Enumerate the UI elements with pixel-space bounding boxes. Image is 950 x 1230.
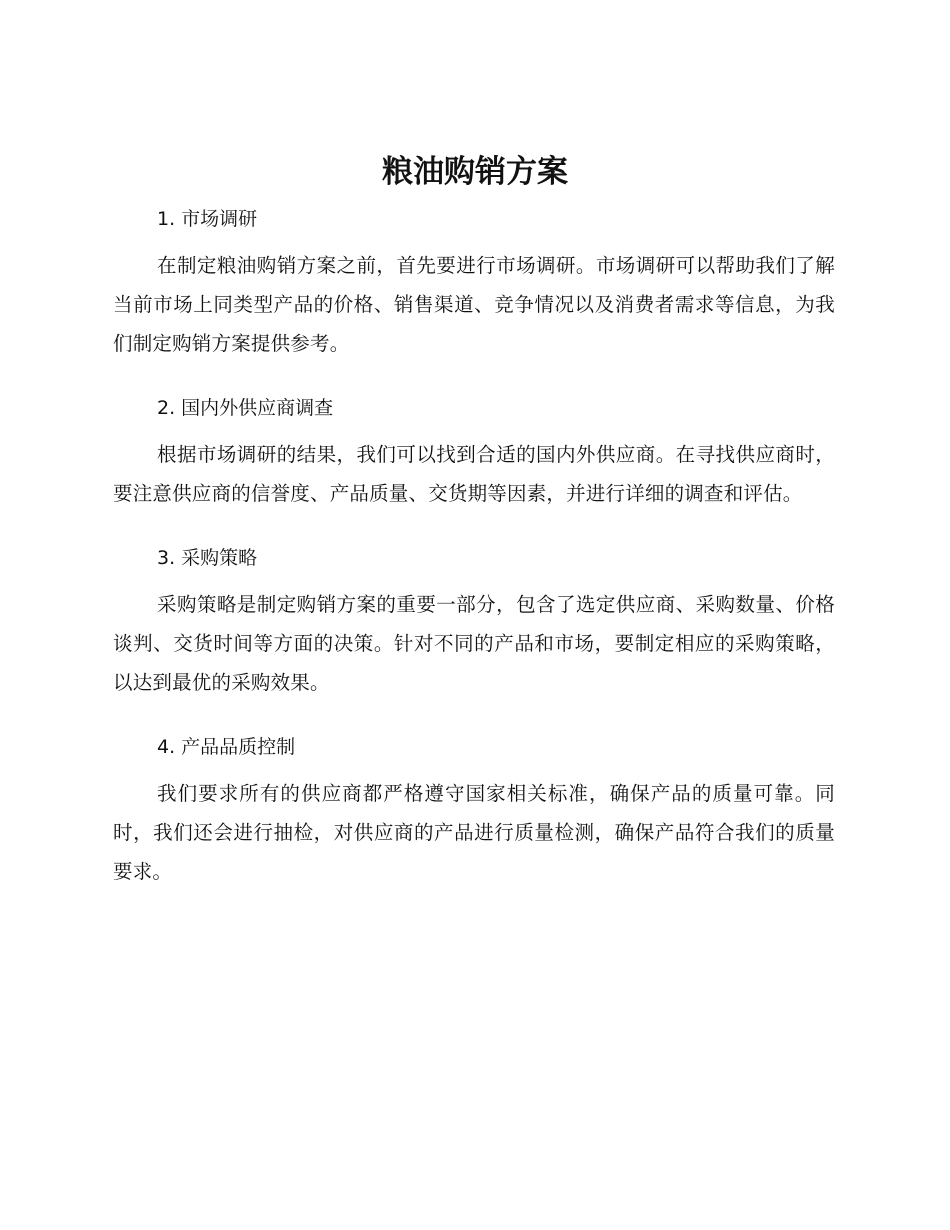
section-quality-control	[113, 730, 835, 891]
document-body	[113, 202, 835, 919]
section-paragraph: 根据市场调研的结果，我们可以找到合适的国内外供应商。在寻找供应商时，要注意供应商的信誉度、产品质量、交货期等因素，并进行详细的调查和评估。	[113, 443, 835, 505]
section-procurement-strategy	[113, 541, 835, 702]
section-market-research	[113, 202, 835, 363]
section-supplier-survey	[113, 391, 835, 513]
document-title: 粮油购销方案	[382, 154, 568, 190]
section-heading: 1. 市场调研	[157, 208, 258, 230]
section-paragraph: 我们要求所有的供应商都严格遵守国家相关标准，确保产品的质量可靠。同时，我们还会进行抽检，对供应商的产品进行质量检测，确保产品符合我们的质量要求。	[113, 782, 835, 883]
section-heading: 3. 采购策略	[157, 547, 258, 569]
section-heading: 4. 产品品质控制	[157, 736, 296, 758]
section-heading: 2. 国内外供应商调查	[157, 397, 334, 419]
section-paragraph: 采购策略是制定购销方案的重要一部分，包含了选定供应商、采购数量、价格谈判、交货时间等方面的决策。针对不同的产品和市场，要制定相应的采购策略，以达到最优的采购效果。	[113, 593, 835, 694]
section-paragraph: 在制定粮油购销方案之前，首先要进行市场调研。市场调研可以帮助我们了解当前市场上同类型产品的价格、销售渠道、竞争情况以及消费者需求等信息，为我们制定购销方案提供参考。	[113, 254, 835, 355]
